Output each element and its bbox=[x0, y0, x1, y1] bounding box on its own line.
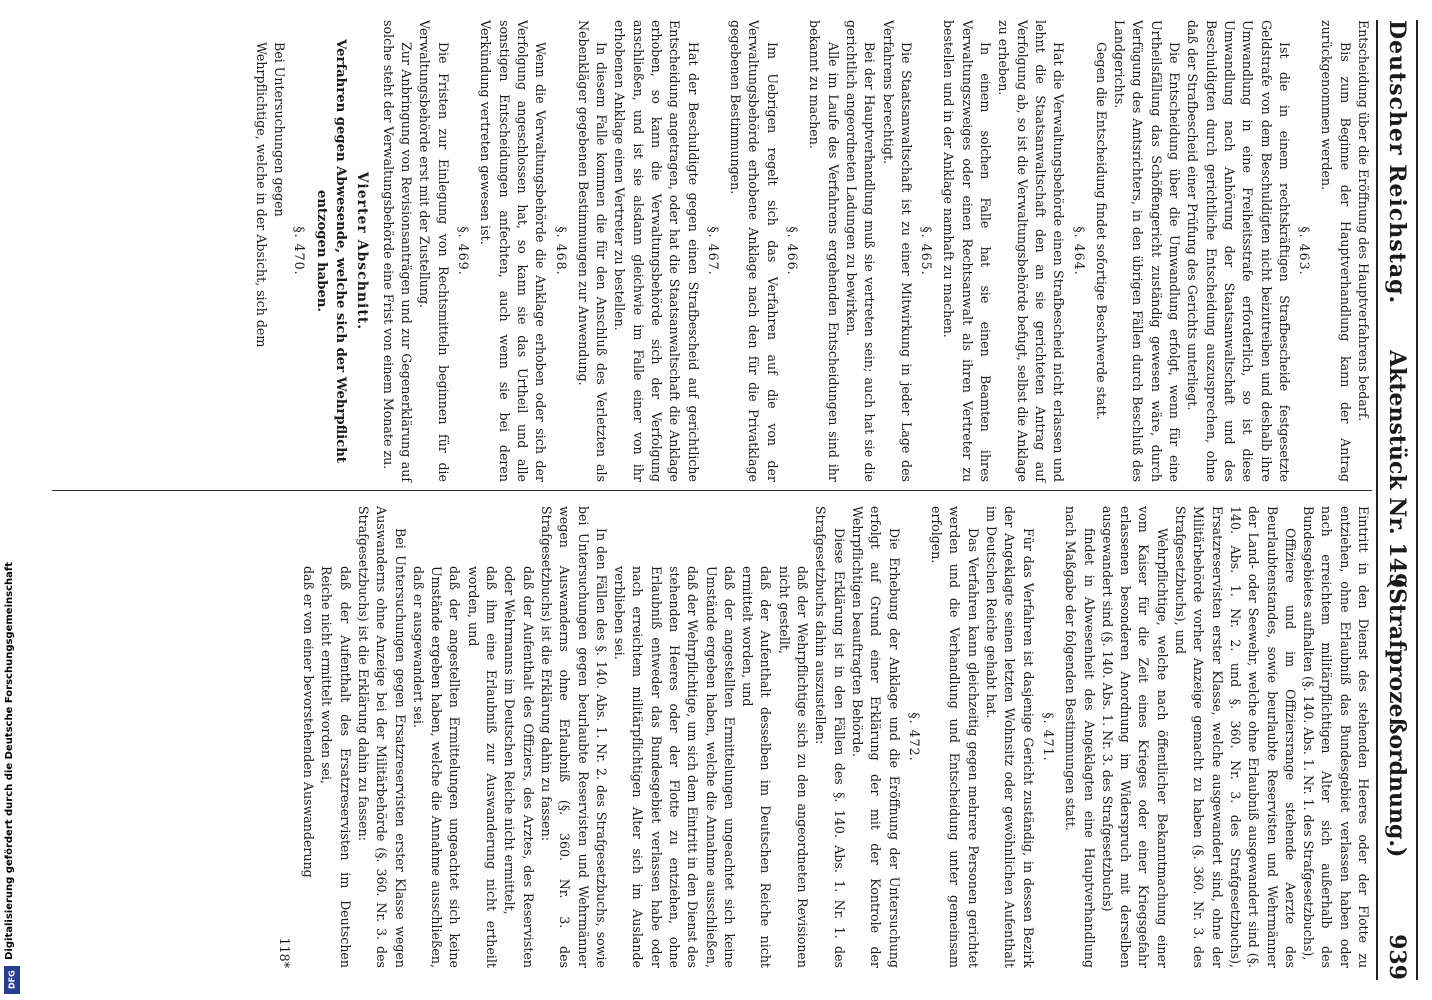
header-right-title: (Strafprozeßordnung.) bbox=[1384, 577, 1410, 858]
paragraph: Für das Verfahren ist dasjenige Gericht zuständig, in dessen Bezirk der Angeklagte seinen letzten Wohnsitz oder gewöhnlichen Aufenthalt im Deutschen Reiche gehabt hat. bbox=[984, 506, 1036, 968]
paragraph: Die Staatsanwaltschaft ist zu einer Mitwirkung in jeder Lage des Verfahrens berechtigt. bbox=[880, 20, 914, 482]
section-heading: §. 465. bbox=[919, 226, 935, 276]
paragraph: Die Entscheidung über die Umwandlung erfolgt, wenn für eine Urtheilsfällung das Schöffengericht zuständig gewesen wäre, durch Verfügung des Amtsrichters, in den übrigen Fällen durch Beschluß des Landgerichts. bbox=[1112, 20, 1183, 482]
top-rule bbox=[1416, 20, 1418, 980]
paragraph: Die Erhebung der Anklage und die Eröffnung der Untersuchung erfolgt auf Grund einer Erklärung der mit der Kontrole der Wehrpflichtigen beauftragten Behörde. bbox=[849, 506, 902, 968]
paragraph: In den Fällen des §. 140. Abs. 1. Nr. 2. des Strafgesetzbuchs, sowie bei Untersuchungen gegen beurlaubte Reservisten und Wehrmänner wegen Auswanderns ohne Erlaubniß (§. 360. Nr. 3. des Strafgesetzbuchs) ist die Erklärung dahin zu fassen: bbox=[538, 506, 609, 968]
paragraph: Hat die Verwaltungsbehörde einen Strafbescheid nicht erlassen und lehnt die Staatsanwaltschaft den an sie gerichteten Antrag auf Verfolgung ab, so ist die Verwaltungsbehörde befugt, selbst die Anklage zu erheben. bbox=[996, 20, 1067, 482]
paragraph: Das Verfahren kann gleichzeitig gegen mehrere Personen gerichtet werden und die Verhandlung und Entscheidung unter gemeinsam erfolgen. bbox=[929, 506, 981, 968]
header-right bbox=[1384, 578, 1410, 980]
page-number: 939 bbox=[1384, 934, 1410, 980]
section-heading: §. 468. bbox=[553, 226, 569, 276]
paragraph: Wehrpflichtige, welche in der Absicht, sich dem bbox=[253, 42, 269, 348]
page-header bbox=[1376, 20, 1414, 980]
chapter-subtitle: Verfahren gegen Abwesende, welche sich der Wehrpflicht entzogen haben. bbox=[314, 39, 349, 463]
paragraph: daß er von einer bevorstehenden Auswanderung bbox=[301, 566, 317, 878]
paragraph: Wehrpflichtige, welche nach öffentlicher Bekanntmachung einer vom Kaiser für die Zeit eines Krieges oder einer Kriegsgefahr erlassenen besonderen Anordnung im Widerspruch mit derselben ausgewandert sind (§. 140. Abs. 1. Nr. 3. des Strafgesetzbuchs) bbox=[1099, 506, 1170, 968]
section-heading: §. 463. bbox=[1297, 226, 1313, 276]
paragraph: Hat der Beschuldigte gegen einen Strafbescheid auf gerichtliche Entscheidung angetragen, oder hat die Staatsanwaltschaft die Anklage erhoben, so kann die Verwaltungsbehörde sich der Verfolgung anschließen, und ist sie alsdann gleichwie im Falle einer von ihr erhobenen Anklage einen Vertreter zu bestellen. bbox=[612, 20, 701, 482]
paragraph: daß der Aufenthalt desselben im Deutschen Reiche nicht ermittelt worden, und bbox=[740, 566, 774, 968]
paragraph: Bei Untersuchungen gegen Ersatzreservisten erster Klasse wegen Auswanderns ohne Anzeige bei der Militärbehörde (§. 360. Nr. 3. des Strafgesetzbuchs) ist die Erklärung dahin zu fassen: bbox=[355, 506, 408, 968]
paragraph: daß der Aufenthalt des Ersatzreservisten im Deutschen Reiche nicht ermittelt worden sei, bbox=[319, 566, 353, 968]
column-divider bbox=[52, 490, 1372, 491]
left-column bbox=[251, 20, 1372, 482]
chapter-title: Vierter Abschnitt. bbox=[353, 171, 370, 331]
section-heading: §. 472. bbox=[906, 712, 922, 762]
paragraph: findet in Abwesenheit des Angeklagten eine Hauptverhandlung nach Maßgabe der folgenden Bestimmungen statt. bbox=[1063, 506, 1097, 968]
header-middle: Aktenstück Nr. 149. bbox=[1384, 350, 1410, 596]
header-left: Deutscher Reichstag. bbox=[1384, 20, 1410, 305]
dfg-credit-label: Digitalisierung gefördert durch die Deutsche Forschungsgemeinschaft bbox=[4, 562, 15, 960]
signature-mark: 118* bbox=[276, 937, 292, 968]
section-heading: §. 471. bbox=[1040, 712, 1056, 762]
paragraph: daß der angestellten Ermittelungen ungeachtet sich keine Umstände ergeben haben, welche die Annahme ausschließen, daß der Wehrpflichtige, um sich dem Eintritt in den Dienst des stehenden Heeres oder der Flotte zu entziehen, ohne Erlaubniß entweder das Bundesgebiet verlassen habe oder nach erreichtem militärpflichtigen Alter sich im Auslande verblieben sei. bbox=[612, 566, 737, 968]
section-heading: §. 469. bbox=[456, 226, 472, 276]
paragraph: daß der angestellten Ermittelungen ungeachtet sich keine Umstände ergeben haben, welche die Annahme ausschließen, daß er ausgewandert sei. bbox=[410, 566, 463, 968]
paragraph: Alle im Laufe des Verfahrens ergehenden Entscheidungen sind ihr bekannt zu machen. bbox=[807, 20, 841, 482]
section-heading: §. 464. bbox=[1071, 226, 1087, 276]
paragraph: daß der Aufenthalt des Offiziers, des Arztes, des Reservisten oder Wehrmanns im Deutschen Reiche nicht ermittelt, bbox=[502, 566, 536, 968]
dfg-credit-text bbox=[4, 562, 15, 960]
section-heading: §. 467. bbox=[705, 226, 721, 276]
paragraph: Die Fristen zur Einlegung von Rechtsmitteln beginnen für die Verwaltungsbehörde erst mit der Zustellung. bbox=[417, 20, 451, 482]
paragraph: Im Uebrigen regelt sich das Verfahren auf die von der Verwaltungsbehörde erhobene Anklage nach den für die Privatklage gegebenen Bestimmungen. bbox=[728, 20, 780, 482]
paragraph: Gegen die Entscheidung findet sofortige Beschwerde statt. bbox=[1093, 42, 1109, 420]
paragraph: Bis zum Beginne der Hauptverhandlung kann der Antrag zurückgenommen werden. bbox=[1319, 20, 1353, 482]
paragraph: Offiziere und im Offiziersrange stehende Aerzte des Beurlaubtenstandes, sowie beurlaubte Reservisten und Wehrmänner der Land- oder Seewehr, welche ohne Erlaubniß ausgewandert sind (§. 140. Abs. 1. Nr. 2. und §. 360. Nr. 3. des Strafgesetzbuchs), Ersatzreservisten erster Klasse, welche ausgewandert sind, ohne der Militärbehörde vorher Anzeige gemacht zu haben (§. 360. Nr. 3. des Strafgesetzbuchs), und bbox=[1173, 506, 1298, 968]
paragraph: daß ihm eine Erlaubniß zur Auswanderung nicht ertheilt worden, und bbox=[465, 566, 500, 968]
dfg-logo: DFG bbox=[4, 966, 20, 994]
paragraph: Diese Erklärung ist in den Fällen des §. 140. Abs. 1. Nr. 1. des Strafgesetzbuchs dahin auszustellen: bbox=[813, 506, 847, 968]
right-column bbox=[274, 506, 1372, 968]
paragraph: Eintritt in den Dienst des stehenden Heeres oder der Flotte zu entziehen, ohne Erlaubniß das Bundesgebiet verlassen haben oder nach erreichtem militärpflichtigen Alter sich außerhalb des Bundesgebietes aufhalten (§. 140. Abs. 1. Nr. 1. des Strafgesetzbuchs), bbox=[1301, 506, 1371, 968]
paragraph: Entscheidung über die Eröffnung des Hauptverfahrens bedarf. bbox=[1356, 20, 1371, 422]
section-heading: §. 470. bbox=[292, 226, 308, 276]
paragraph: In einem solchen Falle hat sie einen Beamten ihres Verwaltungszweiges oder einen Rechtsanwalt als ihren Vertreter zu bestellen und in der Anklage namhaft zu machen. bbox=[941, 20, 994, 482]
paragraph: Zur Anbringung von Revisionsanträgen und zur Gegenerklärung auf solche steht der Verwaltungsbehörde eine Frist von einem Monate zu. bbox=[380, 20, 415, 482]
section-heading: §. 466. bbox=[785, 226, 801, 276]
paragraph: In diesem Falle kommen die für den Anschluß des Verletzten als Nebenkläger gegebenen Bestimmungen zur Anwendung. bbox=[575, 20, 610, 482]
paragraph: Bei Untersuchungen gegen bbox=[271, 42, 287, 217]
paragraph: daß der Wehrpflichtige sich zu den angeordneten Revisionen nicht gestellt, bbox=[776, 566, 811, 968]
paragraph: Ist die in einem rechtskräftigen Strafbescheide festgesetzte Geldstrafe von dem Beschuldigten nicht beizutreiben und deshalb ihre Umwandlung in eine Freiheitsstrafe erforderlich, so ist diese Umwandlung nach Anhörung der Staatsanwaltschaft und des Beschuldigten durch gerichtliche Entscheidung auszusprechen, ohne daß der Strafbescheid einer Prüfung des Gerichts unterliegt. bbox=[1185, 20, 1292, 482]
paragraph: Wenn die Verwaltungsbehörde die Anklage erhoben oder sich der Verfolgung angeschlossen hat, so kann sie das Urtheil und alle sonstigen Entscheidungen anfechten, auch wenn sie bei deren Verkündung vertreten gewesen ist. bbox=[478, 20, 549, 482]
paragraph: Bei der Hauptverhandlung muß sie vertreten sein; auch hat sie die gerichtlich angeordneten Ladungen zu bewirken. bbox=[843, 20, 878, 482]
credit-strip bbox=[0, 0, 24, 1000]
